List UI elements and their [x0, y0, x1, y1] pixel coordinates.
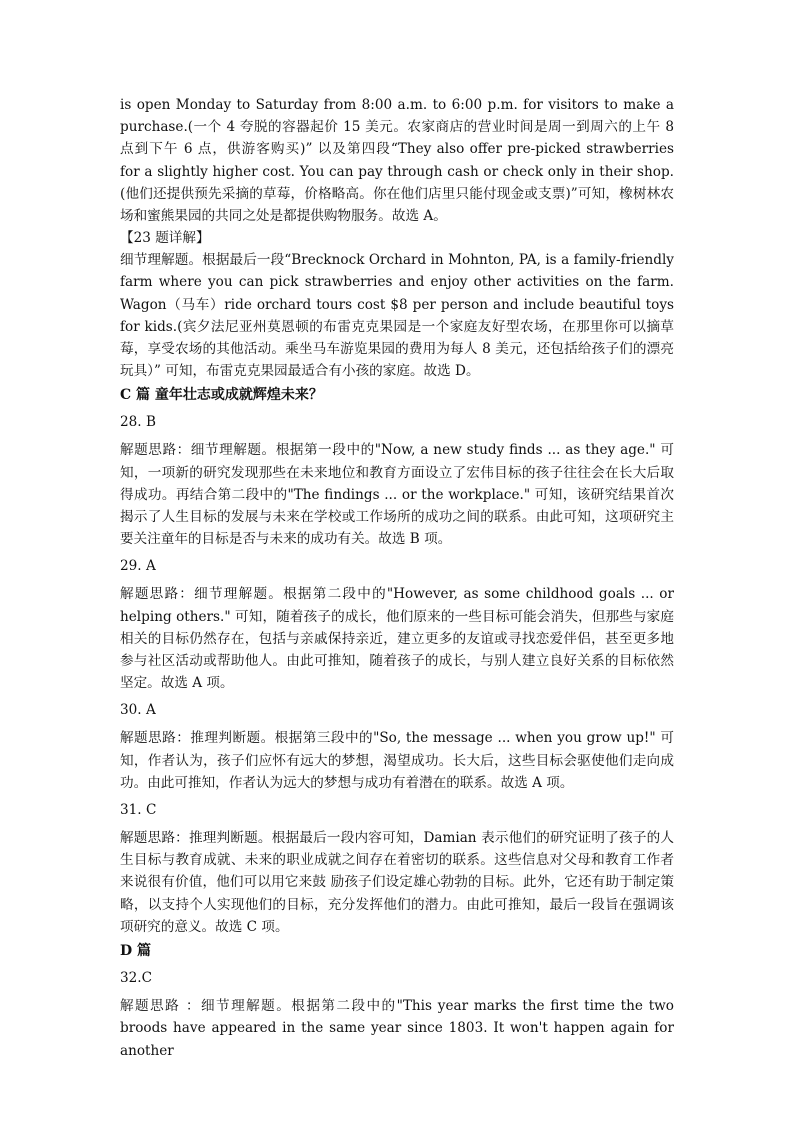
section-c-heading: C 篇 童年壮志或成就辉煌未来？ [120, 387, 323, 404]
answer-28: 28. B [120, 414, 156, 431]
q23-title: 【23 题详解】 [120, 230, 210, 247]
explanation-28: 解题思路：细节理解题。根据第一段中的"Now, a new study finds ... as they age." 可知，一项新的研究发现那些在未来地位和教育方面设立了宏伟目标的孩子往往会在长大后取得成功。再结合第二段中的"The findings ... or the workplace." 可知，该研究结果首次揭示了人生目标的发展与未来在学校或工作场所的成功之间的联系。由此可知，这项研究主要关注童年的目标是否与未来的成功有关。故选 B 项。 [120, 442, 674, 548]
section-d-heading: D 篇 [120, 943, 152, 960]
explanation-32: 解题思路 ：细节理解题。根据第二段中的"This year marks the first time the two broods have appeared in the same year since 1803. It won't happen again for another [120, 998, 674, 1059]
answer-31: 31. C [120, 802, 157, 819]
q23-explanation: 细节理解题。根据最后一段“Brecknock Orchard in Mohnton, PA, is a family-friendly farm where you can pick strawberries and enjoy other activities on the farm. Wagon（马车）ride orchard tours cost $8 per person and include beautiful toys for kids.(宾夕法尼亚州莫恩顿的布雷克克果园是一个家庭友好型农场，在那里你可以摘草莓，享受农场的其他活动。乘坐马车游览果园的费用为每人 8 美元，还包括给孩子们的漂亮玩具）” 可知，布雷克克果园最适合有小孩的家庭。故选 D。 [120, 252, 674, 380]
intro-paragraph: is open Monday to Saturday from 8:00 a.m. to 6:00 p.m. for visitors to make a purchase.(一个 4 夸脱的容器起价 15 美元。农家商店的营业时间是周一到周六的上午 8 点到下午 6 点，供游客购买)” 以及第四段“They also offer pre-picked strawberries for a slightly higher cost. You can pay through cash or check only in their shop.(他们还提供预先采摘的草莓，价格略高。你在他们店里只能付现金或支票)”可知，橡树林农场和蜜熊果园的共同之处是都提供购物服务。故选 A。 [120, 97, 674, 225]
explanation-30: 解题思路：推理判断题。根据第三段中的"So, the message ... when you grow up!" 可知，作者认为，孩子们应怀有远大的梦想，渴望成功。长大后，这些目标会驱使他们走向成功。由此可推知，作者认为远大的梦想与成功有着潜在的联系。故选 A 项。 [120, 730, 674, 791]
answer-32: 32.C [120, 970, 153, 987]
answer-29: 29. A [120, 558, 156, 575]
document-page [120, 94, 674, 1062]
answer-30: 30. A [120, 702, 156, 719]
explanation-31: 解题思路：推理判断题。根据最后一段内容可知，Damian 表示他们的研究证明了孩子的人生目标与教育成就、未来的职业成就之间存在着密切的联系。这些信息对父母和教育工作者来说很有价值，他们可以用它来鼓 励孩子们设定雄心勃勃的目标。此外，它还有助于制定策略，以支持个人实现他们的目标，充分发挥他们的潜力。由此可推知，最后一段旨在强调该项研究的意义。故选 C 项。 [120, 830, 674, 935]
explanation-29: 解题思路：细节理解题。根据第二段中的"However, as some childhood goals ... or helping others." 可知，随着孩子的成长，他们原来的一些目标可能会消失，但那些与家庭相关的目标仍然存在，包括与亲戚保持亲近，建立更多的友谊或寻找恋爱伴侣，甚至更多地参与社区活动或帮助他人。由此可推知，随着孩子的成长，与别人建立良好关系的目标依然坚定。故选 A 项。 [120, 586, 674, 692]
